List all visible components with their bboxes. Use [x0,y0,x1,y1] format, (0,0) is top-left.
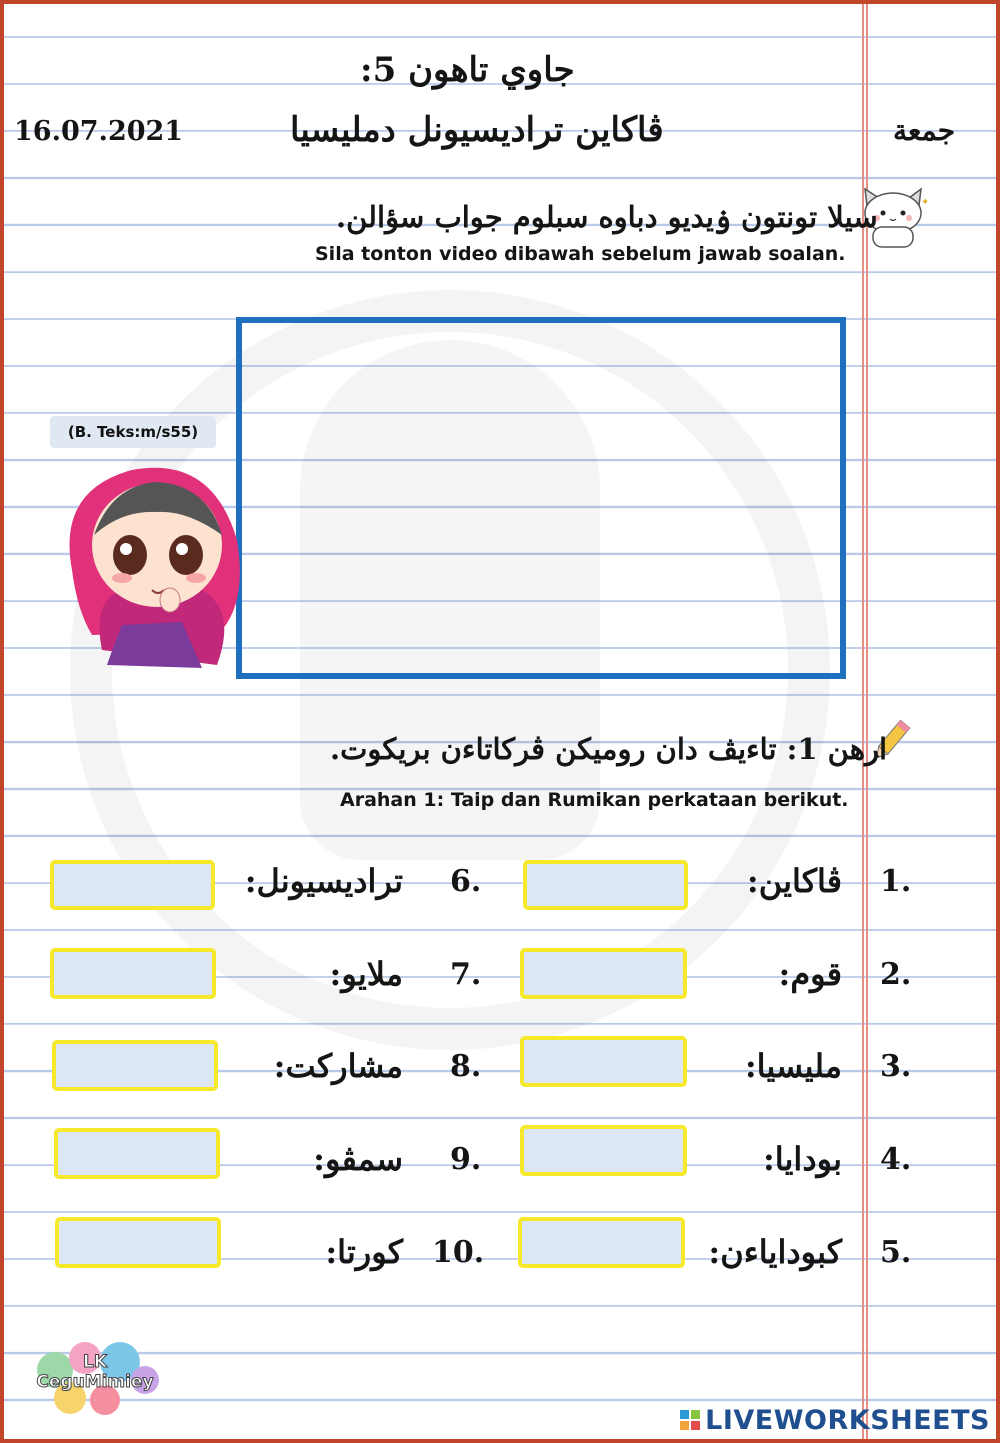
answer-input[interactable] [520,948,687,999]
item-word: كورتا: [325,1233,403,1271]
worksheet-title: جاوي تاهون 5: [360,50,575,90]
answer-input[interactable] [520,1125,687,1176]
author-logo [25,1340,165,1420]
item-word: ملايو: [329,955,403,993]
logo-text-line1: LK [82,1352,107,1372]
day: جمعة [893,114,956,147]
worksheet-subtitle: ڤاكاين ترادﯾﺴﻴﻮنل دمليسيا [290,110,664,150]
brand-text: LIVEWORKSHEETS [705,1405,990,1436]
item-word: سمڤو: [313,1140,403,1178]
answer-input[interactable] [520,1036,687,1087]
logo-text-line2: CeguMimiey [36,1372,154,1392]
item-number: 10. [432,1235,485,1270]
item-word: بودايا: [762,1140,842,1178]
item-word: ڤاكاين: [746,862,842,900]
item-word: كبوداياءن: [708,1233,842,1271]
item-number: 7. [450,957,482,992]
item-number: 9. [450,1142,482,1177]
item-number: 8. [450,1049,482,1084]
answer-input[interactable] [55,1217,221,1268]
answer-input[interactable] [50,948,216,999]
item-number: 6. [450,864,482,899]
girl-illustration [52,450,244,672]
answer-input[interactable] [50,860,215,910]
item-word: مشاركت: [273,1047,403,1085]
answer-input[interactable] [52,1040,218,1091]
video-frame[interactable] [236,317,846,679]
item-number: 1. [880,864,912,899]
item-word: ترادﯾﺴﻴﻮنل: [244,862,403,900]
item-word: قوم: [778,955,842,993]
answer-input[interactable] [54,1128,220,1179]
date: 16.07.2021 [14,116,184,147]
svg-text:✦: ✦ [921,197,930,208]
item-number: 4. [880,1142,912,1177]
answer-input[interactable] [518,1217,685,1268]
liveworksheets-icon [679,1409,701,1431]
textbook-reference-badge: (B. Teks:m/s55) [50,416,216,448]
liveworksheets-brand[interactable] [679,1405,990,1436]
video-instruction-rumi: Sila tonton video dibawah sebelum jawab soalan. [315,243,846,265]
answer-input[interactable] [523,860,688,910]
task-instruction-rumi: Arahan 1: Taip dan Rumikan perkataan berikut. [340,789,849,811]
item-number: 5. [880,1235,912,1270]
video-instruction-jawi: سيلا تونتون ۏيديو دباوه سبلوم جواب سؤالن. [336,200,878,234]
item-word: مليسيا: [744,1047,842,1085]
item-number: 3. [880,1049,912,1084]
item-number: 2. [880,957,912,992]
task-instruction-jawi: ارهن 1: تاءيڤ دان روميكن ڤركاتاءن بريكوت. [330,732,888,766]
